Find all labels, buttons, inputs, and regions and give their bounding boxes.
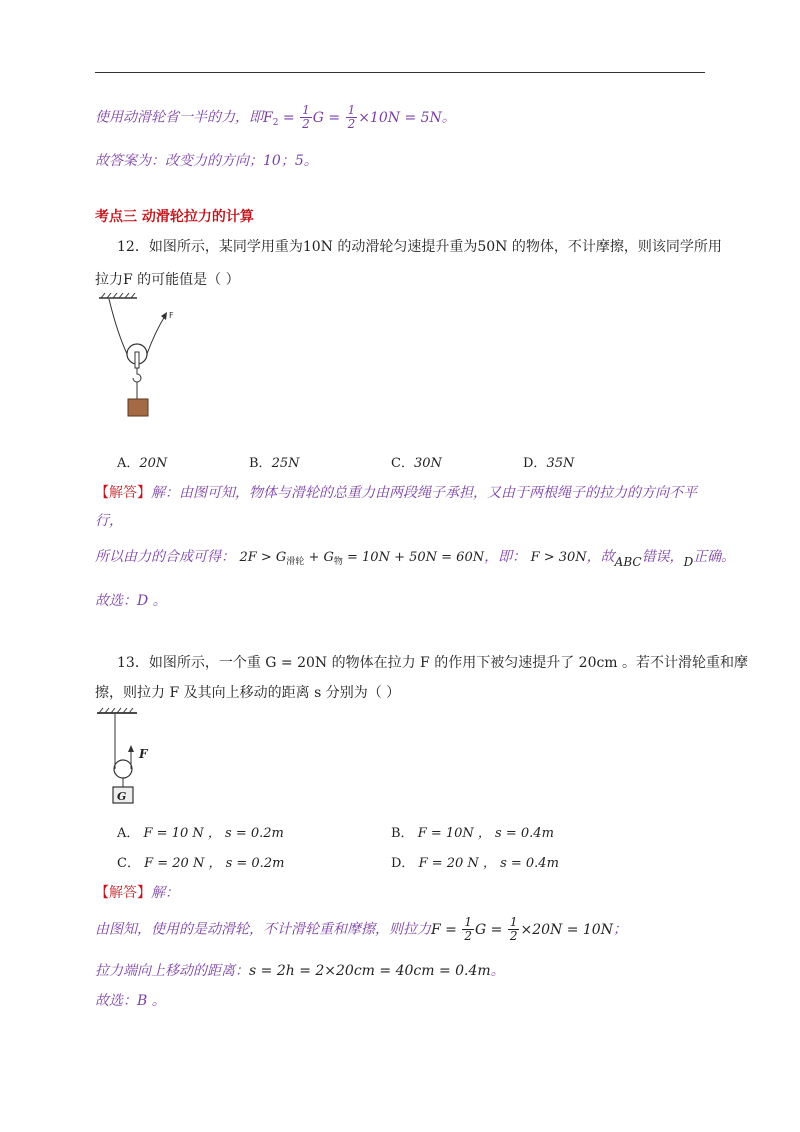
q12-option-a[interactable]: A．20N xyxy=(117,456,168,471)
label-F: F xyxy=(169,311,174,320)
rope-left xyxy=(109,299,127,354)
q12-option-b[interactable]: B．25N xyxy=(249,456,300,471)
q13-line1: 13．如图所示，一个重 G = 20N 的物体在拉力 F 的作用下被匀速提升了 20cm 。若不计滑轮重和摩 xyxy=(117,655,749,671)
label-F: F xyxy=(139,747,148,761)
q13-answer-line1: 【解答】解： xyxy=(95,885,179,901)
q13-option-d[interactable]: D． F = 20 N ， s = 0.4m xyxy=(391,856,559,871)
force-arrow xyxy=(161,312,167,320)
formula: $F_2$ = $\frac{1}{2}$ G = $\frac{1}{2}$ ×10N = 5N xyxy=(263,103,442,131)
q12-answer-line1: 【解答】解：由图可知，物体与滑轮的总重力由两段绳子承担，又由于两根绳子的拉力的方向不平 xyxy=(95,485,697,501)
q13-answer-line3: 拉力端向上移动的距离：s = 2h = 2×20cm = 40cm = 0.4m。 xyxy=(95,963,505,979)
formula: F = $\frac{1}{2}$ G = $\frac{1}{2}$ ×20N = 10N xyxy=(431,915,613,943)
q12-option-d[interactable]: D．35N xyxy=(523,456,575,471)
q13-pulley-figure xyxy=(95,705,165,805)
section-title: 考点三 动滑轮拉力的计算 xyxy=(95,209,254,225)
prev-answer-line1: 使用动滑轮省一半的力，即$F_2$ = $\frac{1}{2}$ G = $\frac{1}{2}$ ×10N = 5N。 xyxy=(95,103,456,131)
q13-line2: 擦，则拉力 F 及其向上移动的距离 s 分别为（ ） xyxy=(95,685,401,701)
rope-right xyxy=(147,316,165,354)
abc: ABC xyxy=(614,555,642,569)
fraction: $\frac{1}{2}$ xyxy=(509,915,518,943)
q12-pulley-figure xyxy=(95,292,185,422)
fraction: $\frac{1}{2}$ xyxy=(347,103,356,131)
q13-option-b[interactable]: B． F = 10N ， s = 0.4m xyxy=(391,826,554,841)
hook xyxy=(133,368,141,382)
fraction: $\frac{1}{2}$ xyxy=(464,915,472,943)
q13-option-c[interactable]: C． F = 20 N ， s = 0.2m xyxy=(117,856,285,871)
pulley-wheel xyxy=(114,760,132,778)
q13-option-a[interactable]: A． F = 10 N ， s = 0.2m xyxy=(117,826,284,841)
q12-line2: 拉力F 的可能值是（ ） xyxy=(95,272,240,288)
formula: $2F > G_{滑轮} + G_物 = 10N + 50N = 60N$ xyxy=(239,550,485,567)
text: 使用动滑轮省一半的力，即 xyxy=(95,109,263,126)
q12-choice: 故选：D 。 xyxy=(95,593,167,609)
fraction: $\frac{1}{2}$ xyxy=(302,103,310,131)
formula: F > 30N xyxy=(530,550,587,565)
pulley-axle xyxy=(135,352,139,368)
q12-line1: 12．如图所示，某同学用重为10N 的动滑轮匀速提升重为50N 的物体，不计摩擦，则该同学所用 xyxy=(117,239,722,255)
force-arrow xyxy=(128,745,134,752)
formula: s = 2h = 2×20cm = 40cm = 0.4m xyxy=(249,963,491,979)
q13-choice: 故选：B 。 xyxy=(95,993,166,1009)
d: D xyxy=(683,555,694,569)
header-rule xyxy=(95,72,705,73)
q12-option-c[interactable]: C．30N xyxy=(391,456,442,471)
q12-answer-line2: 行， xyxy=(95,513,123,529)
label-G: G xyxy=(117,790,127,803)
q13-answer-line2: 由图知，使用的是动滑轮，不计滑轮重和摩擦，则拉力F = $\frac{1}{2}$ G = $\frac{1}{2}$ ×20N = 10N； xyxy=(95,915,627,943)
prev-answer-line2: 故答案为：改变力的方向；10；5。 xyxy=(95,153,318,169)
block xyxy=(128,399,148,416)
answer-tag: 【解答】 xyxy=(95,485,151,501)
q12-answer-line3: 所以由力的合成可得： $2F > G_{滑轮} + G_物 = 10N + 50N = 60N$，即： F > 30N，故ABC错误，D正确。 xyxy=(95,549,736,569)
answer-tag: 【解答】 xyxy=(95,885,151,901)
